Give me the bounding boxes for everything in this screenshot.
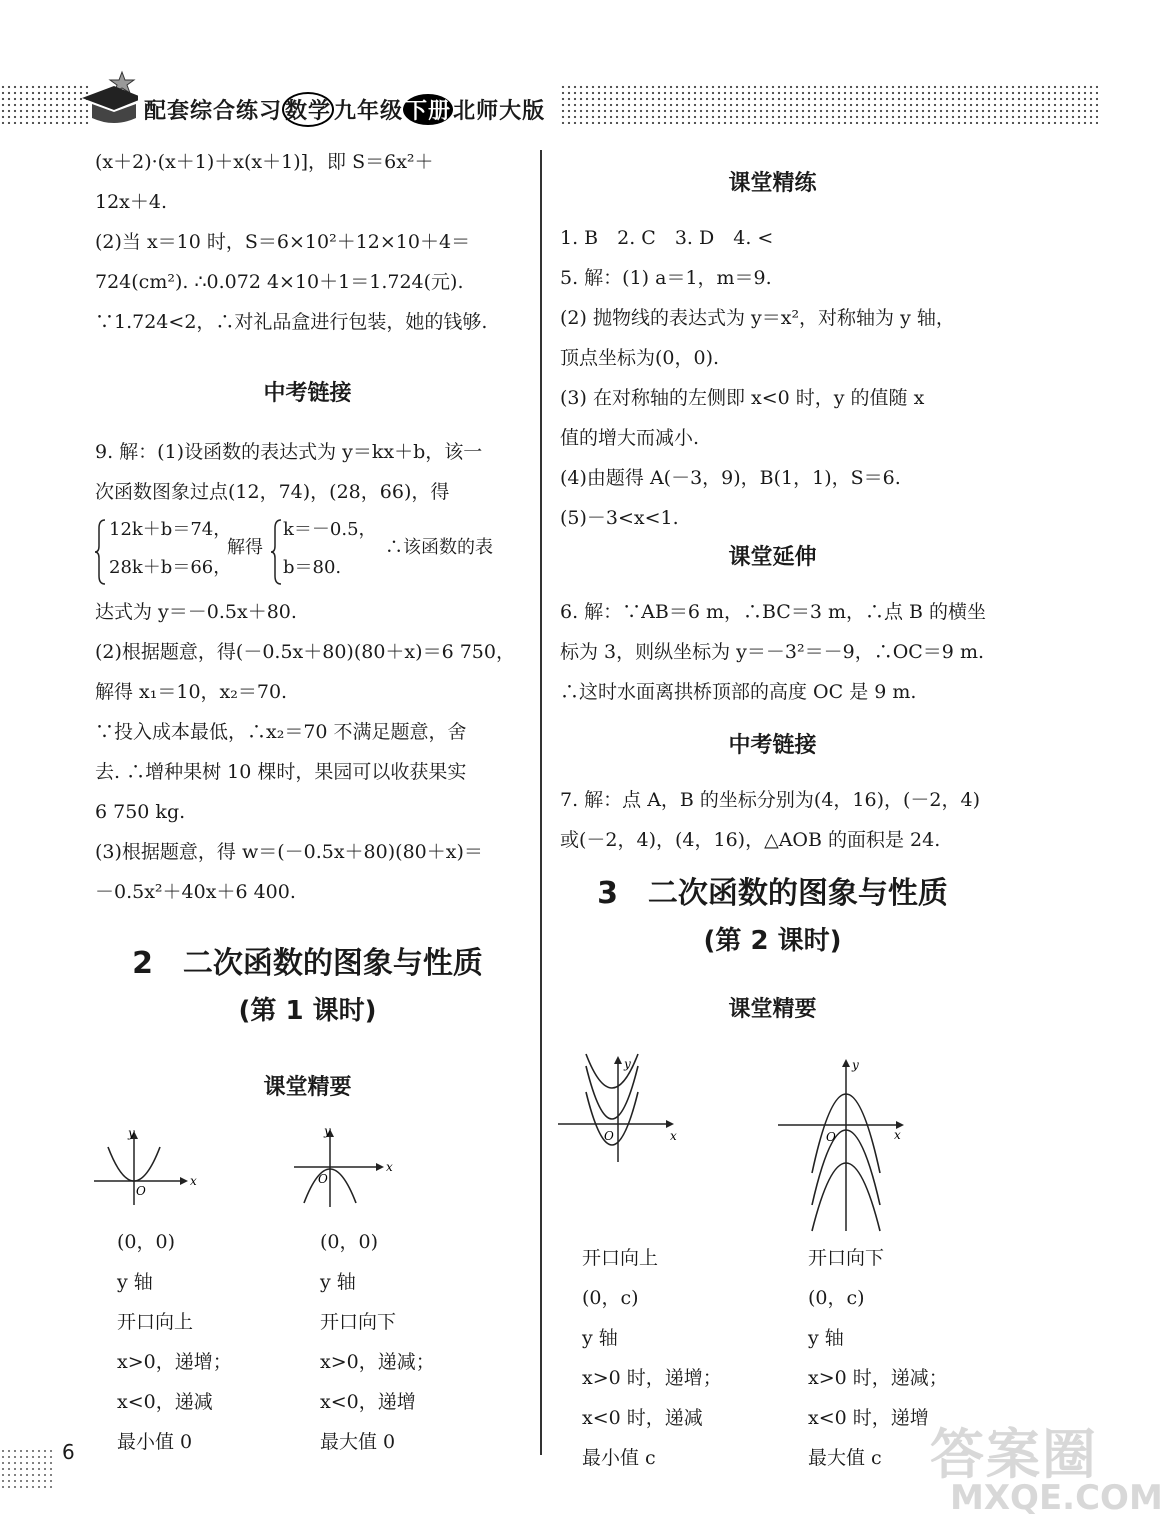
parabola-down-graph bbox=[290, 1125, 400, 1210]
origin-label: O bbox=[136, 1184, 146, 1198]
text-line: (3) 在对称轴的左侧即 x<0 时，y 的值随 x bbox=[560, 387, 925, 409]
property-item: 开口向下 bbox=[808, 1247, 885, 1269]
x-axis-label: x bbox=[670, 1129, 677, 1143]
property-item: 最小值 0 bbox=[117, 1431, 193, 1453]
text-line: ∵1.724<2，∴对礼品盒进行包装，她的钱够. bbox=[95, 311, 488, 333]
text-line: (2)根据题意，得(－0.5x＋80)(80＋x)＝6 750， bbox=[95, 641, 515, 663]
property-item: y 轴 bbox=[117, 1271, 153, 1293]
property-item: 最大值 c bbox=[808, 1447, 882, 1469]
text-line: 6. 解：∵AB＝6 m，∴BC＝3 m，∴点 B 的横坐 bbox=[560, 601, 987, 623]
header-title: 配套综合练习 数学 九年级下册北师大版 bbox=[138, 92, 551, 127]
chapter-heading: 3 二次函数的图象与性质 bbox=[597, 876, 948, 911]
property-item: x<0 时，递增 bbox=[808, 1407, 929, 1429]
x-axis-label: x bbox=[190, 1174, 197, 1188]
y-axis-label: y bbox=[324, 1124, 331, 1138]
property-item: x<0 时，递减 bbox=[582, 1407, 703, 1429]
section-heading: 课堂精要 bbox=[728, 997, 817, 1022]
property-item: x<0，递减 bbox=[117, 1391, 213, 1413]
property-item: (0，0) bbox=[320, 1231, 379, 1253]
property-item: 开口向下 bbox=[320, 1311, 397, 1333]
parabola-up-graph bbox=[90, 1125, 200, 1210]
parabola-family-up-graph bbox=[556, 1050, 686, 1165]
solve-word: 解得 bbox=[227, 537, 263, 558]
property-item: (0，c) bbox=[582, 1287, 639, 1309]
section-heading: 课堂延伸 bbox=[728, 545, 817, 570]
equation-1: 12k＋b＝74， bbox=[109, 519, 232, 540]
property-item: y 轴 bbox=[582, 1327, 618, 1349]
property-item: 开口向上 bbox=[117, 1311, 194, 1333]
section-heading: 课堂精练 bbox=[728, 171, 817, 196]
watermark-logo: 答案圈 bbox=[930, 1423, 1098, 1486]
text-line: 9. 解：(1)设函数的表达式为 y＝kx＋b，该一 bbox=[95, 441, 483, 463]
text-line: －0.5x²＋40x＋6 400. bbox=[95, 881, 296, 903]
text-line: 或(－2，4)，(4，16)，△AOB 的面积是 24. bbox=[560, 829, 941, 851]
property-item: x<0，递增 bbox=[320, 1391, 416, 1413]
right-extension bbox=[560, 592, 990, 712]
property-item: (0，c) bbox=[808, 1287, 865, 1309]
y-axis-label: y bbox=[852, 1058, 859, 1072]
text-line: (3)根据题意，得 w＝(－0.5x＋80)(80＋x)＝ bbox=[95, 841, 483, 863]
x-axis-label: x bbox=[894, 1128, 901, 1142]
property-item: 开口向上 bbox=[582, 1247, 659, 1269]
left-brace bbox=[95, 518, 107, 586]
property-item: x>0，递减； bbox=[320, 1351, 435, 1373]
property-list-up bbox=[117, 1222, 297, 1462]
text-line: 5. 解：(1) a＝1，m＝9. bbox=[560, 267, 772, 289]
property-item: x>0 时，递增； bbox=[582, 1367, 722, 1389]
origin-label: O bbox=[318, 1172, 328, 1186]
column-divider bbox=[540, 150, 542, 1455]
y-axis-label: y bbox=[128, 1126, 135, 1140]
property-item: 最小值 c bbox=[582, 1447, 656, 1469]
property-list-down bbox=[320, 1222, 520, 1462]
text-line: 724(cm²). ∴0.072 4×10＋1＝1.724(元). bbox=[95, 271, 464, 293]
text-line: (2) 抛物线的表达式为 y＝x²，对称轴为 y 轴， bbox=[560, 307, 955, 329]
property-item: 最大值 0 bbox=[320, 1431, 396, 1453]
text-line: 次函数图象过点(12，74)，(28，66)，得 bbox=[95, 481, 450, 503]
section-heading: 课堂精要 bbox=[263, 1075, 352, 1100]
section-heading: 中考链接 bbox=[728, 733, 817, 758]
left-column bbox=[95, 142, 520, 342]
header-dots-left bbox=[0, 84, 90, 124]
solution-k: k＝－0.5， bbox=[283, 519, 377, 540]
left-brace bbox=[271, 518, 283, 586]
text-line: ∴这时水面离拱桥顶部的高度 OC 是 9 m. bbox=[560, 681, 917, 703]
property-list-up-c bbox=[582, 1238, 792, 1478]
text-line: (4)由题得 A(－3，9)，B(1，1)，S＝6. bbox=[560, 467, 901, 489]
lesson-subheading: (第 2 课时) bbox=[703, 926, 842, 956]
footer-dots bbox=[0, 1448, 55, 1488]
text-line: 12x＋4. bbox=[95, 191, 168, 213]
therefore-text: ∴该函数的表 bbox=[385, 537, 493, 558]
origin-label: O bbox=[604, 1129, 614, 1143]
section-heading: 中考链接 bbox=[263, 381, 352, 406]
parabola-family-down-graph bbox=[776, 1055, 916, 1235]
property-item: x>0 时，递减； bbox=[808, 1367, 948, 1389]
equation-system bbox=[95, 512, 520, 592]
right-exam-link bbox=[560, 780, 990, 860]
property-item: y 轴 bbox=[320, 1271, 356, 1293]
question-9 bbox=[95, 432, 520, 512]
text-line: ∵投入成本最低，∴x₂＝70 不满足题意，舍 bbox=[95, 721, 467, 743]
chapter-heading: 2 二次函数的图象与性质 bbox=[132, 946, 483, 981]
header-dots-right bbox=[560, 84, 1098, 124]
right-answers bbox=[560, 218, 990, 538]
text-line: (x＋2)·(x＋1)＋x(x＋1)]，即 S＝6x²＋ bbox=[95, 151, 434, 173]
question-9-continued bbox=[95, 592, 520, 912]
text-line: (2)当 x＝10 时，S＝6×10²＋12×10＋4＝ bbox=[95, 231, 471, 253]
text-line: 标为 3，则纵坐标为 y＝－3²＝－9，∴OC＝9 m. bbox=[560, 641, 984, 663]
equation-2: 28k＋b＝66， bbox=[109, 557, 232, 578]
text-line: 7. 解：点 A，B 的坐标分别为(4，16)，(－2，4) bbox=[560, 789, 981, 811]
lesson-subheading: (第 1 课时) bbox=[238, 996, 377, 1026]
property-item: y 轴 bbox=[808, 1327, 844, 1349]
origin-label: O bbox=[826, 1130, 836, 1144]
text-line: (5)－3<x<1. bbox=[560, 507, 679, 529]
text-line: 解得 x₁＝10，x₂＝70. bbox=[95, 681, 288, 703]
property-item: x>0，递增； bbox=[117, 1351, 232, 1373]
text-line: 去. ∴增种果树 10 棵时，果园可以收获果实 bbox=[95, 761, 467, 783]
text-line: 6 750 kg. bbox=[95, 801, 186, 823]
text-line: 顶点坐标为(0，0). bbox=[560, 347, 720, 369]
page-number: 6 bbox=[62, 1440, 75, 1464]
watermark-url: MXQE.COM bbox=[950, 1478, 1163, 1518]
y-axis-label: y bbox=[624, 1057, 631, 1071]
solution-b: b＝80. bbox=[283, 557, 342, 578]
text-line: 值的增大而减小. bbox=[560, 427, 700, 449]
x-axis-label: x bbox=[386, 1160, 393, 1174]
text-line: 1. B 2. C 3. D 4. < bbox=[560, 227, 774, 249]
text-line: 达式为 y＝－0.5x＋80. bbox=[95, 601, 297, 623]
property-item: (0，0) bbox=[117, 1231, 176, 1253]
